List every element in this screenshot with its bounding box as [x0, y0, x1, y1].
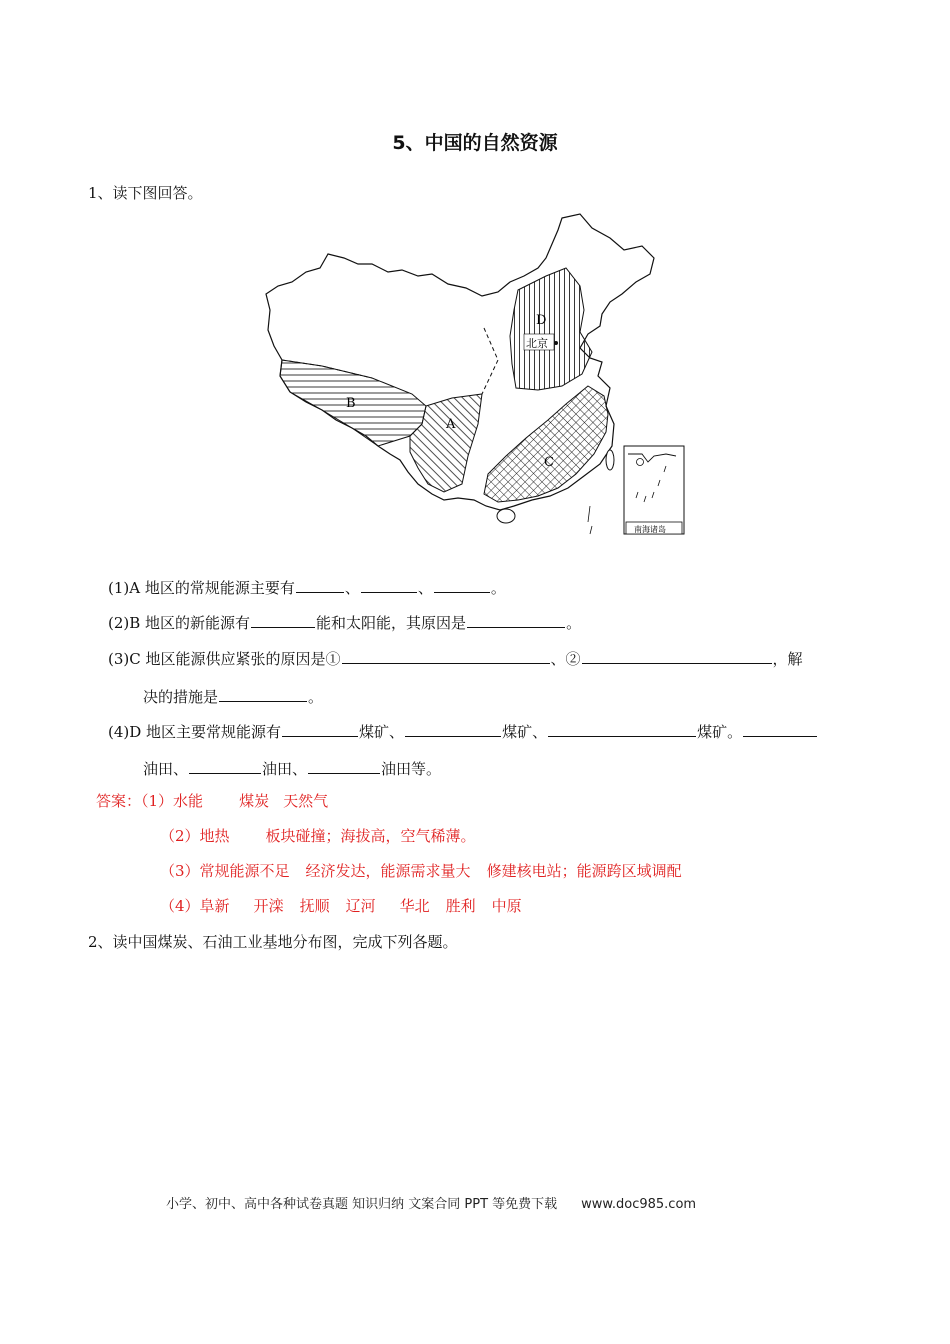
period: 。 — [308, 688, 324, 706]
q1-p4-text: (4)D 地区主要常规能源有 — [108, 723, 282, 741]
question-2-stem: 2、读中国煤炭、石油工业基地分布图，完成下列各题。 — [88, 933, 458, 951]
coal-mine-label: 煤矿、 — [359, 723, 405, 741]
question-1-part-3-cont — [143, 686, 323, 707]
region-d — [510, 268, 592, 390]
q1-p1-text: (1)A 地区的常规能源主要有 — [108, 579, 295, 597]
answer-blank[interactable] — [251, 613, 315, 628]
answer-line-1 — [96, 790, 328, 811]
separator: 、 — [344, 579, 360, 597]
coal-mine-label: 煤矿、 — [502, 723, 548, 741]
answer-blank[interactable] — [582, 649, 772, 664]
south-china-sea-inset — [624, 446, 684, 534]
answer-blank[interactable] — [434, 578, 490, 593]
answer-blank[interactable] — [743, 722, 817, 737]
answer-blank[interactable] — [296, 578, 344, 593]
question-1-part-4-cont — [143, 758, 441, 779]
answer-blank[interactable] — [361, 578, 417, 593]
answer-blank[interactable] — [282, 722, 358, 737]
answer-2a: （2）地热 — [160, 827, 230, 845]
period: 。 — [566, 614, 582, 632]
answer-blank[interactable] — [548, 722, 696, 737]
oilfield-label: 油田、 — [262, 760, 308, 778]
q1-p3-mid: 、② — [550, 650, 581, 668]
page-title: 5、中国的自然资源 — [392, 132, 558, 154]
answer-4c: 抚顺 — [299, 897, 330, 915]
answer-1c: 天然气 — [283, 792, 329, 810]
answer-blank[interactable] — [467, 613, 565, 628]
oilfield-label: 油田等。 — [381, 760, 442, 778]
answer-label: 答案： — [96, 792, 142, 810]
answer-4e: 华北 — [399, 897, 430, 915]
footer-text: 小学、初中、高中各种试卷真题 知识归纳 文案合同 PPT 等免费下载 — [166, 1197, 558, 1212]
answer-line-3 — [160, 860, 682, 881]
region-d-label: D — [536, 313, 547, 328]
q1-p3-end: ，解 — [772, 650, 803, 668]
china-energy-map — [262, 210, 692, 542]
answer-4d: 辽河 — [345, 897, 376, 915]
beijing-dot — [554, 341, 558, 345]
answer-blank[interactable] — [308, 759, 380, 774]
answer-4a: （4）阜新 — [160, 897, 230, 915]
question-1-part-2 — [108, 612, 581, 633]
footer-site-link[interactable]: www.doc985.com — [581, 1197, 697, 1212]
answer-blank[interactable] — [189, 759, 261, 774]
answer-blank[interactable] — [219, 687, 307, 702]
taiwan-island — [606, 450, 614, 470]
footer — [166, 1193, 696, 1212]
question-1-stem: 1、读下图回答。 — [88, 184, 203, 202]
inset-label: 南海诸岛 — [634, 525, 666, 534]
answer-4f: 胜利 — [445, 897, 476, 915]
q1-p3-text: (3)C 地区能源供应紧张的原因是① — [108, 650, 341, 668]
answer-1b: 煤炭 — [239, 792, 270, 810]
question-1-part-3 — [108, 648, 803, 669]
question-1-part-1 — [108, 577, 506, 598]
q1-p2-mid: 能和太阳能，其原因是 — [316, 614, 467, 632]
coal-mine-label: 煤矿。 — [697, 723, 743, 741]
answer-blank[interactable] — [342, 649, 550, 664]
answer-blank[interactable] — [405, 722, 501, 737]
beijing-label: 北京 — [526, 337, 548, 350]
hainan-island — [497, 509, 515, 523]
answer-3a: （3）常规能源不足 — [160, 862, 290, 880]
q1-p2-text: (2)B 地区的新能源有 — [108, 614, 251, 632]
answer-3b: 经济发达，能源需求量大 — [305, 862, 471, 880]
answer-2b: 板块碰撞；海拔高，空气稀薄。 — [265, 827, 476, 845]
answer-4b: 开滦 — [253, 897, 284, 915]
region-c-label: C — [544, 455, 554, 470]
separator: 、 — [417, 579, 433, 597]
region-b-label: B — [346, 396, 356, 411]
oilfield-label: 油田、 — [143, 760, 189, 778]
answer-line-4 — [160, 895, 522, 916]
region-c — [484, 386, 608, 502]
question-1-part-4 — [108, 721, 818, 742]
answer-4g: 中原 — [491, 897, 522, 915]
period: 。 — [490, 579, 506, 597]
answer-1a: （1）水能 — [141, 792, 204, 810]
answer-3c: 修建核电站；能源跨区域调配 — [486, 862, 682, 880]
answer-line-2 — [160, 825, 476, 846]
q1-p3b-text: 决的措施是 — [143, 688, 219, 706]
region-a-label: A — [446, 417, 456, 432]
